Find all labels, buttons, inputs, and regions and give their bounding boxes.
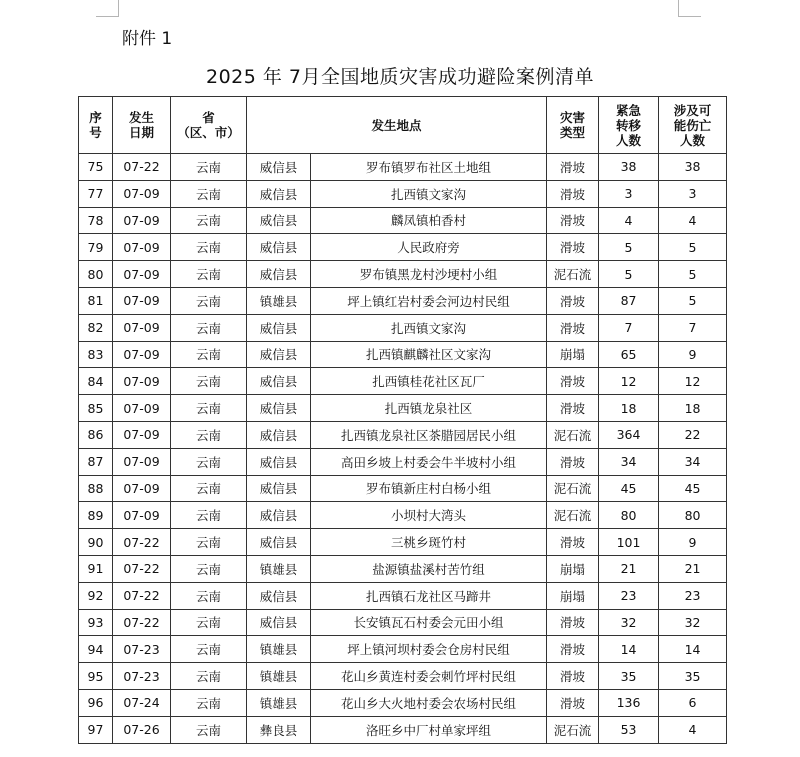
table-row (79, 287, 727, 314)
table-row (79, 529, 727, 556)
cell-province: 云南 (171, 555, 247, 582)
cell-county: 威信县 (247, 261, 311, 288)
cell-seq: 84 (79, 368, 113, 395)
table-row (79, 154, 727, 181)
cell-casualties: 21 (659, 555, 727, 582)
cell-type: 滑坡 (547, 395, 599, 422)
cell-casualties: 5 (659, 234, 727, 261)
cell-evacuated: 18 (599, 395, 659, 422)
cell-date: 07-23 (113, 663, 171, 690)
cell-evacuated: 32 (599, 609, 659, 636)
cell-seq: 92 (79, 582, 113, 609)
cell-casualties: 45 (659, 475, 727, 502)
cell-place: 坪上镇河坝村委会仓房村民组 (311, 636, 547, 663)
cell-type: 泥石流 (547, 475, 599, 502)
cell-seq: 80 (79, 261, 113, 288)
header-type: 灾害 类型 (547, 97, 599, 154)
header-evacuated: 紧急 转移 人数 (599, 97, 659, 154)
cell-casualties: 14 (659, 636, 727, 663)
cell-province: 云南 (171, 448, 247, 475)
cell-seq: 87 (79, 448, 113, 475)
cell-province: 云南 (171, 180, 247, 207)
cell-date: 07-09 (113, 475, 171, 502)
cell-date: 07-09 (113, 261, 171, 288)
cell-date: 07-09 (113, 502, 171, 529)
cell-place: 花山乡黄连村委会刺竹坪村民组 (311, 663, 547, 690)
cell-county: 彝良县 (247, 716, 311, 743)
cell-place: 罗布镇罗布社区土地组 (311, 154, 547, 181)
cell-place: 麟凤镇柏香村 (311, 207, 547, 234)
cell-place: 扎西镇桂花社区瓦厂 (311, 368, 547, 395)
cell-type: 崩塌 (547, 582, 599, 609)
cell-casualties: 5 (659, 261, 727, 288)
cell-province: 云南 (171, 234, 247, 261)
cell-evacuated: 23 (599, 582, 659, 609)
cell-casualties: 3 (659, 180, 727, 207)
table-row (79, 636, 727, 663)
table-row (79, 663, 727, 690)
cell-seq: 91 (79, 555, 113, 582)
cell-province: 云南 (171, 287, 247, 314)
cell-place: 盐源镇盐溪村苦竹组 (311, 555, 547, 582)
cell-province: 云南 (171, 341, 247, 368)
cell-county: 威信县 (247, 368, 311, 395)
header-date: 发生 日期 (113, 97, 171, 154)
cell-evacuated: 34 (599, 448, 659, 475)
cell-evacuated: 80 (599, 502, 659, 529)
cell-seq: 86 (79, 421, 113, 448)
header-province: 省 （区、市） (171, 97, 247, 154)
table-row (79, 582, 727, 609)
table-row (79, 368, 727, 395)
page-title: 2025 年 7月全国地质灾害成功避险案例清单 (205, 66, 595, 88)
cell-date: 07-09 (113, 341, 171, 368)
cell-type: 滑坡 (547, 287, 599, 314)
cell-evacuated: 14 (599, 636, 659, 663)
cell-province: 云南 (171, 395, 247, 422)
cell-county: 威信县 (247, 234, 311, 261)
cell-date: 07-09 (113, 395, 171, 422)
cell-evacuated: 35 (599, 663, 659, 690)
cell-date: 07-26 (113, 716, 171, 743)
crop-mark-right (678, 0, 701, 17)
cell-date: 07-22 (113, 609, 171, 636)
cell-casualties: 5 (659, 287, 727, 314)
cell-place: 扎西镇石龙社区马蹄井 (311, 582, 547, 609)
cell-casualties: 4 (659, 207, 727, 234)
cell-county: 镇雄县 (247, 663, 311, 690)
cell-casualties: 80 (659, 502, 727, 529)
cell-type: 泥石流 (547, 261, 599, 288)
cell-province: 云南 (171, 716, 247, 743)
cell-casualties: 6 (659, 689, 727, 716)
cell-province: 云南 (171, 689, 247, 716)
table-row (79, 689, 727, 716)
cell-casualties: 9 (659, 341, 727, 368)
cell-seq: 79 (79, 234, 113, 261)
cell-casualties: 34 (659, 448, 727, 475)
cell-evacuated: 3 (599, 180, 659, 207)
cell-casualties: 7 (659, 314, 727, 341)
cell-date: 07-22 (113, 154, 171, 181)
cell-date: 07-09 (113, 368, 171, 395)
cell-seq: 78 (79, 207, 113, 234)
cell-type: 滑坡 (547, 154, 599, 181)
cell-province: 云南 (171, 609, 247, 636)
cell-casualties: 18 (659, 395, 727, 422)
cell-evacuated: 38 (599, 154, 659, 181)
cell-place: 扎西镇龙泉社区 (311, 395, 547, 422)
cell-province: 云南 (171, 529, 247, 556)
cell-place: 坪上镇红岩村委会河边村民组 (311, 287, 547, 314)
cell-date: 07-09 (113, 207, 171, 234)
cell-type: 滑坡 (547, 663, 599, 690)
cell-seq: 83 (79, 341, 113, 368)
cell-place: 三桃乡斑竹村 (311, 529, 547, 556)
cell-county: 威信县 (247, 180, 311, 207)
cell-county: 威信县 (247, 314, 311, 341)
cell-county: 威信县 (247, 502, 311, 529)
cell-county: 威信县 (247, 395, 311, 422)
cell-place: 人民政府旁 (311, 234, 547, 261)
table-row (79, 448, 727, 475)
cell-seq: 75 (79, 154, 113, 181)
case-list-table (78, 96, 727, 744)
table-row (79, 475, 727, 502)
cell-place: 扎西镇文家沟 (311, 180, 547, 207)
cell-casualties: 23 (659, 582, 727, 609)
cell-evacuated: 53 (599, 716, 659, 743)
cell-evacuated: 5 (599, 234, 659, 261)
cell-type: 崩塌 (547, 341, 599, 368)
cell-county: 威信县 (247, 341, 311, 368)
cell-seq: 96 (79, 689, 113, 716)
cell-evacuated: 87 (599, 287, 659, 314)
cell-type: 滑坡 (547, 529, 599, 556)
cell-province: 云南 (171, 421, 247, 448)
cell-province: 云南 (171, 314, 247, 341)
cell-seq: 77 (79, 180, 113, 207)
cell-casualties: 4 (659, 716, 727, 743)
cell-county: 镇雄县 (247, 636, 311, 663)
table-row (79, 395, 727, 422)
cell-evacuated: 65 (599, 341, 659, 368)
cell-type: 滑坡 (547, 609, 599, 636)
table-row (79, 207, 727, 234)
cell-province: 云南 (171, 502, 247, 529)
table-row (79, 234, 727, 261)
cell-evacuated: 5 (599, 261, 659, 288)
cell-evacuated: 136 (599, 689, 659, 716)
cell-place: 花山乡大火地村委会农场村民组 (311, 689, 547, 716)
cell-date: 07-09 (113, 180, 171, 207)
cell-place: 高田乡坡上村委会牛半坡村小组 (311, 448, 547, 475)
cell-seq: 93 (79, 609, 113, 636)
cell-place: 长安镇瓦石村委会元田小组 (311, 609, 547, 636)
cell-date: 07-22 (113, 555, 171, 582)
cell-type: 崩塌 (547, 555, 599, 582)
cell-date: 07-23 (113, 636, 171, 663)
header-casualties: 涉及可 能伤亡 人数 (659, 97, 727, 154)
cell-seq: 94 (79, 636, 113, 663)
cell-date: 07-09 (113, 421, 171, 448)
attachment-label: 附件 1 (122, 29, 173, 49)
cell-casualties: 9 (659, 529, 727, 556)
table-row (79, 555, 727, 582)
cell-type: 泥石流 (547, 502, 599, 529)
table-row (79, 716, 727, 743)
cell-seq: 81 (79, 287, 113, 314)
cell-place: 小坝村大湾头 (311, 502, 547, 529)
cell-seq: 90 (79, 529, 113, 556)
cell-casualties: 32 (659, 609, 727, 636)
cell-county: 威信县 (247, 609, 311, 636)
cell-seq: 88 (79, 475, 113, 502)
cell-county: 镇雄县 (247, 555, 311, 582)
table-row (79, 261, 727, 288)
cell-date: 07-22 (113, 582, 171, 609)
cell-seq: 82 (79, 314, 113, 341)
cell-date: 07-09 (113, 234, 171, 261)
cell-place: 扎西镇龙泉社区茶腊园居民小组 (311, 421, 547, 448)
cell-evacuated: 12 (599, 368, 659, 395)
cell-date: 07-22 (113, 529, 171, 556)
cell-province: 云南 (171, 663, 247, 690)
cell-date: 07-24 (113, 689, 171, 716)
cell-evacuated: 101 (599, 529, 659, 556)
crop-mark-left (96, 0, 119, 17)
cell-type: 滑坡 (547, 207, 599, 234)
cell-province: 云南 (171, 368, 247, 395)
cell-type: 滑坡 (547, 314, 599, 341)
cell-type: 滑坡 (547, 636, 599, 663)
cell-type: 泥石流 (547, 716, 599, 743)
cell-type: 滑坡 (547, 689, 599, 716)
cell-seq: 85 (79, 395, 113, 422)
cell-date: 07-09 (113, 448, 171, 475)
header-location: 发生地点 (247, 97, 547, 154)
cell-evacuated: 21 (599, 555, 659, 582)
cell-county: 威信县 (247, 448, 311, 475)
table-row (79, 180, 727, 207)
cell-type: 滑坡 (547, 234, 599, 261)
table-row (79, 314, 727, 341)
cell-county: 威信县 (247, 154, 311, 181)
cell-casualties: 38 (659, 154, 727, 181)
cell-evacuated: 364 (599, 421, 659, 448)
table-row (79, 609, 727, 636)
cell-province: 云南 (171, 154, 247, 181)
table-row (79, 502, 727, 529)
cell-province: 云南 (171, 475, 247, 502)
cell-county: 威信县 (247, 475, 311, 502)
cell-place: 洛旺乡中厂村单家坪组 (311, 716, 547, 743)
cell-seq: 89 (79, 502, 113, 529)
cell-county: 威信县 (247, 582, 311, 609)
cell-county: 镇雄县 (247, 689, 311, 716)
cell-type: 泥石流 (547, 421, 599, 448)
cell-casualties: 12 (659, 368, 727, 395)
cell-province: 云南 (171, 582, 247, 609)
cell-province: 云南 (171, 207, 247, 234)
cell-place: 扎西镇文家沟 (311, 314, 547, 341)
cell-county: 威信县 (247, 529, 311, 556)
cell-province: 云南 (171, 636, 247, 663)
cell-type: 滑坡 (547, 180, 599, 207)
table-row (79, 341, 727, 368)
cell-province: 云南 (171, 261, 247, 288)
cell-evacuated: 4 (599, 207, 659, 234)
header-seq: 序 号 (79, 97, 113, 154)
table-row (79, 421, 727, 448)
cell-county: 威信县 (247, 207, 311, 234)
header-row (79, 97, 727, 154)
cell-county: 威信县 (247, 421, 311, 448)
cell-seq: 95 (79, 663, 113, 690)
cell-county: 镇雄县 (247, 287, 311, 314)
cell-date: 07-09 (113, 314, 171, 341)
cell-seq: 97 (79, 716, 113, 743)
cell-type: 滑坡 (547, 448, 599, 475)
cell-evacuated: 45 (599, 475, 659, 502)
cell-type: 滑坡 (547, 368, 599, 395)
cell-casualties: 22 (659, 421, 727, 448)
cell-place: 罗布镇新庄村白杨小组 (311, 475, 547, 502)
cell-casualties: 35 (659, 663, 727, 690)
cell-place: 罗布镇黑龙村沙埂村小组 (311, 261, 547, 288)
cell-date: 07-09 (113, 287, 171, 314)
cell-evacuated: 7 (599, 314, 659, 341)
cell-place: 扎西镇麒麟社区文家沟 (311, 341, 547, 368)
